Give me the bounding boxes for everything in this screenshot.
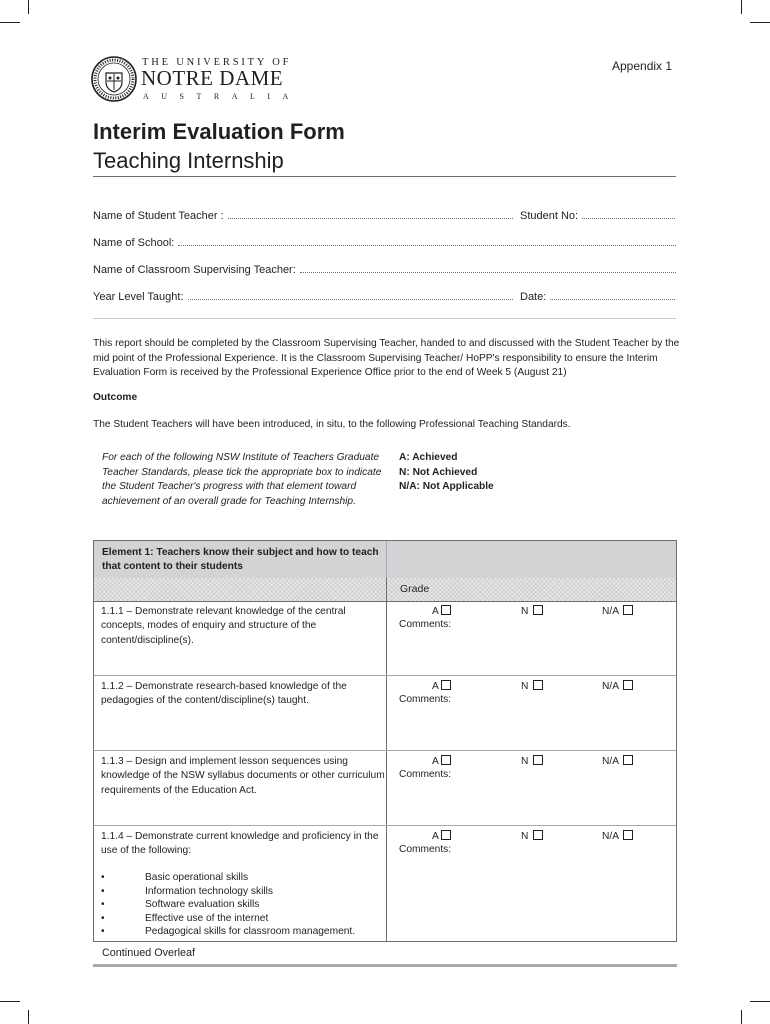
- not-applicable-checkbox[interactable]: N/A: [602, 755, 633, 767]
- row-divider: [94, 675, 676, 676]
- supervising-teacher-label: Name of Classroom Supervising Teacher:: [93, 264, 296, 276]
- title-divider: [93, 176, 676, 177]
- crop-mark: [0, 22, 20, 23]
- outcome-heading: Outcome: [93, 392, 138, 403]
- checkbox-icon: [533, 830, 543, 840]
- crop-mark: [28, 0, 29, 14]
- element-header: [94, 541, 676, 579]
- crop-mark: [750, 1001, 770, 1002]
- achieved-checkbox[interactable]: A: [432, 680, 451, 692]
- checkbox-icon: [441, 680, 451, 690]
- crop-mark: [741, 0, 742, 14]
- grade-key: [399, 451, 494, 495]
- checkbox-icon: [533, 680, 543, 690]
- checkbox-icon: [441, 605, 451, 615]
- school-field[interactable]: [93, 235, 676, 249]
- key-not-achieved: N: Not Achieved: [399, 466, 478, 478]
- checkbox-icon: [533, 755, 543, 765]
- list-item: • Basic operational skills: [101, 871, 355, 885]
- checkbox-icon: [623, 755, 633, 765]
- achieved-checkbox[interactable]: A: [432, 830, 451, 842]
- row-divider: [94, 750, 676, 751]
- column-divider: [386, 578, 387, 942]
- footer-rule: [93, 964, 677, 967]
- standard-1-1-1-text: 1.1.1 – Demonstrate relevant knowledge of the central concepts, modes of enquiry and structure of the content/discipline(s).: [101, 606, 346, 646]
- crop-mark: [741, 1010, 742, 1024]
- not-applicable-checkbox[interactable]: N/A: [602, 830, 633, 842]
- key-achieved: A: Achieved: [399, 452, 458, 463]
- element-heading: Element 1: Teachers know their subject and how to teach that content to their students: [102, 547, 379, 572]
- key-not-applicable: N/A: Not Applicable: [399, 481, 494, 493]
- header-stripe: [94, 578, 386, 602]
- checkbox-icon: [623, 680, 633, 690]
- student-no-field[interactable]: [520, 208, 675, 222]
- comments-field[interactable]: Comments:: [399, 694, 452, 705]
- section-divider: [93, 318, 676, 319]
- continued-overleaf: Continued Overleaf: [102, 947, 196, 959]
- intro-paragraph: This report should be completed by the Classroom Supervising Teacher, handed to and discussed with the Student Teacher by the mid point of the Professional Experience. It is the Classroom Supervising Teacher/ HoPP's responsibility to ensure the Interim Evaluation Form is received by the Professional Experience Office prior to the end of Week 5 (August 21): [93, 338, 680, 378]
- checkbox-icon: [623, 605, 633, 615]
- header-stripe: [387, 578, 676, 602]
- logo-text-line2: NOTRE DAME: [141, 66, 284, 90]
- standards-table: [93, 540, 677, 942]
- year-level-field[interactable]: [93, 289, 513, 303]
- form-title: Interim Evaluation Form: [93, 119, 345, 144]
- crop-mark: [28, 1010, 29, 1024]
- checkbox-icon: [441, 755, 451, 765]
- skills-list: [101, 871, 355, 939]
- form-subtitle: Teaching Internship: [93, 148, 284, 173]
- list-item: • Pedagogical skills for classroom management.: [101, 925, 355, 939]
- standard-1-1-4-text: 1.1.4 – Demonstrate current knowledge and proficiency in the use of the following:: [101, 831, 379, 857]
- not-achieved-checkbox[interactable]: N: [521, 605, 543, 617]
- logo-text-line3: AUSTRALIA: [143, 92, 301, 101]
- checkbox-icon: [533, 605, 543, 615]
- date-label: Date:: [520, 291, 547, 303]
- crop-mark: [750, 22, 770, 23]
- university-seal-icon: [91, 56, 137, 102]
- achieved-checkbox[interactable]: A: [432, 755, 451, 767]
- appendix-label: Appendix 1: [612, 59, 673, 73]
- not-applicable-checkbox[interactable]: N/A: [602, 605, 633, 617]
- not-applicable-checkbox[interactable]: N/A: [602, 680, 633, 692]
- school-label: Name of School:: [93, 237, 175, 249]
- not-achieved-checkbox[interactable]: N: [521, 755, 543, 767]
- comments-field[interactable]: Comments:: [399, 619, 452, 630]
- checkbox-icon: [623, 830, 633, 840]
- not-achieved-checkbox[interactable]: N: [521, 830, 543, 842]
- standard-1-1-2-text: 1.1.2 – Demonstrate research-based knowledge of the pedagogies of the content/discipline(s) taught.: [101, 681, 347, 707]
- row-divider: [94, 825, 676, 826]
- year-level-label: Year Level Taught:: [93, 291, 184, 303]
- not-achieved-checkbox[interactable]: N: [521, 680, 543, 692]
- standard-1-1-3-text: 1.1.3 – Design and implement lesson sequences using knowledge of the NSW syllabus documents or other curriculum requirements of the Education Act.: [101, 756, 385, 796]
- supervising-teacher-field[interactable]: [93, 262, 676, 276]
- list-item: • Effective use of the internet: [101, 912, 355, 926]
- crop-mark: [0, 1001, 20, 1002]
- list-item: • Information technology skills: [101, 885, 355, 899]
- student-teacher-field[interactable]: [93, 208, 513, 222]
- list-item: • Software evaluation skills: [101, 898, 355, 912]
- student-teacher-label: Name of Student Teacher :: [93, 210, 224, 222]
- grade-column-label: Grade: [400, 583, 430, 595]
- comments-field[interactable]: Comments:: [399, 844, 452, 855]
- outcome-text: The Student Teachers will have been introduced, in situ, to the following Professional Teaching Standards.: [93, 419, 571, 430]
- checkbox-icon: [441, 830, 451, 840]
- achieved-checkbox[interactable]: A: [432, 605, 451, 617]
- comments-field[interactable]: Comments:: [399, 769, 452, 780]
- student-no-label: Student No:: [520, 210, 579, 222]
- logo-text-line1: THE UNIVERSITY OF: [142, 57, 292, 68]
- date-field[interactable]: [520, 289, 675, 303]
- instruction-text: For each of the following NSW Institute of Teachers Graduate Teacher Standards, please tick the appropriate box to indicate the Student Teacher's progress with that element toward achievement of an overall grade for Teaching Internship.: [102, 452, 382, 508]
